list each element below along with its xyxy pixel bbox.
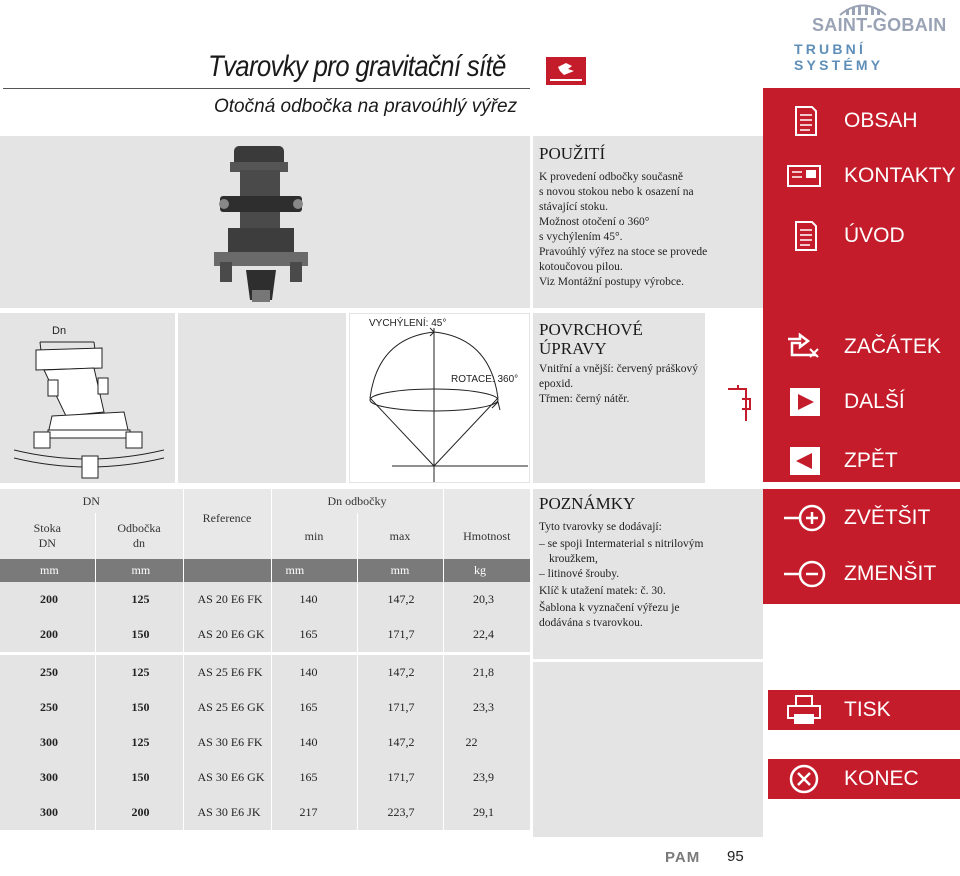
nav-exit-button[interactable] (768, 759, 960, 799)
nav-contents-button[interactable] (768, 101, 960, 141)
table-row: 300 150 AS 30 E6 GK 165 171,7 23,9 (0, 760, 530, 795)
header-branch: Odbočka dn (95, 513, 183, 559)
nav-print-label: TISK (844, 698, 891, 721)
nav-zoom-in-button[interactable] (768, 498, 960, 538)
brand-logo-icon (838, 2, 888, 16)
page-title: Tvarovky pro gravitační sítě (208, 50, 506, 83)
nav-back-button[interactable] (768, 441, 960, 481)
fitting-dimension-drawing (14, 320, 164, 480)
nav-zoom-out-label: ZMENŠIT (844, 562, 937, 585)
usage-text: K provedení odbočky současně s novou stokou nebo k osazení na stávající stoku. Možnost otočení o 360° s vychýlením 45°. Pravoúhlý výřez na stoce se provede kotoučovou pilou. Viz Montážní postupy výrobce. (539, 171, 708, 288)
finish-text: Vnitřní a vnější: červený práškový epoxid. Třmen: černý nátěr. (539, 363, 699, 405)
valve-icon (726, 383, 758, 423)
brand-name: SAINT-GOBAIN (812, 15, 947, 35)
table-header-group-row (0, 489, 530, 513)
spec-table (0, 489, 530, 830)
header-sewer: Stoka DN (33, 521, 61, 550)
header-weight: Hmotnost (443, 513, 530, 559)
table-row: 250 150 AS 25 E6 GK 165 171,7 23,3 (0, 690, 530, 725)
nav-print-button[interactable] (768, 690, 960, 730)
title-divider (3, 88, 530, 89)
page-number: 95 (727, 848, 744, 865)
deflection-label: VYCHÝLENÍ: 45° (369, 318, 447, 329)
close-icon (782, 763, 826, 795)
nav-back-label: ZPĚT (844, 449, 898, 472)
nav-start-label: ZAČÁTEK (844, 335, 941, 358)
header-dn: DN (82, 493, 100, 508)
notes-text: Tyto tvarovky se dodávají: – se spoji Intermaterial s nitrilovým kroužkem, – litinové šrouby. Klíč k utažení matek: č. 30. Šablona k vyznačení výřezu je dodávána s tvarovkou. (539, 521, 704, 629)
nav-next-label: DALŠÍ (844, 390, 905, 413)
nav-intro-button[interactable] (768, 216, 960, 256)
start-icon (782, 331, 826, 363)
gap-panel (178, 313, 346, 483)
notes-lower-panel (533, 662, 763, 837)
table-row: 300 125 AS 30 E6 FK 140 147,2 22 (0, 725, 530, 760)
table-row: 250 125 AS 25 E6 FK 140 147,2 21,8 (0, 655, 530, 690)
document-icon (782, 220, 826, 252)
nav-contacts-button[interactable] (768, 156, 960, 196)
nav-intro-label: ÚVOD (844, 224, 905, 247)
product-photo (206, 140, 316, 306)
brand-division: TRUBNÍ SYSTÉMY (794, 41, 884, 73)
page-subtitle: Otočná odbočka na pravoúhlý výřez (214, 96, 518, 117)
table-row: 300 200 AS 30 E6 JK 217 223,7 29,1 (0, 795, 530, 830)
nav-next-button[interactable] (768, 382, 960, 422)
table-units-row: mm mm mm mm kg (0, 559, 530, 582)
nav-contents-label: OBSAH (844, 109, 918, 132)
usage-heading: POUŽITÍ (539, 144, 606, 163)
table-row: 200 125 AS 20 E6 FK 140 147,2 20,3 (0, 582, 530, 617)
play-icon (782, 386, 826, 418)
nav-background (763, 88, 960, 482)
contact-card-icon (782, 160, 826, 192)
printer-icon (782, 694, 826, 726)
zoom-in-icon (782, 502, 826, 534)
table-row: 200 150 AS 20 E6 GK 165 171,7 22,4 (0, 617, 530, 652)
rotation-label: ROTACE: 360° (451, 374, 519, 385)
header-max: max (357, 513, 443, 559)
document-icon (782, 105, 826, 137)
rotation-cone-diagram (352, 318, 528, 482)
header-dn-branch: Dn odbočky (271, 489, 443, 513)
zoom-out-icon (782, 558, 826, 590)
header-min: min (271, 513, 357, 559)
back-icon (782, 445, 826, 477)
notes-heading: POZNÁMKY (539, 494, 636, 513)
footer-logo: PAM (665, 849, 701, 866)
finish-heading: POVRCHOVÉ ÚPRAVY (539, 320, 643, 358)
pam-logo-icon (546, 57, 586, 85)
header-reference: Reference (183, 489, 271, 559)
nav-start-button[interactable] (768, 327, 960, 367)
nav-zoom-out-button[interactable] (768, 554, 960, 594)
dn-label: Dn (52, 325, 67, 337)
nav-zoom-in-label: ZVĚTŠIT (844, 506, 931, 529)
nav-contacts-label: KONTAKTY (844, 164, 956, 187)
nav-exit-label: KONEC (844, 767, 919, 790)
